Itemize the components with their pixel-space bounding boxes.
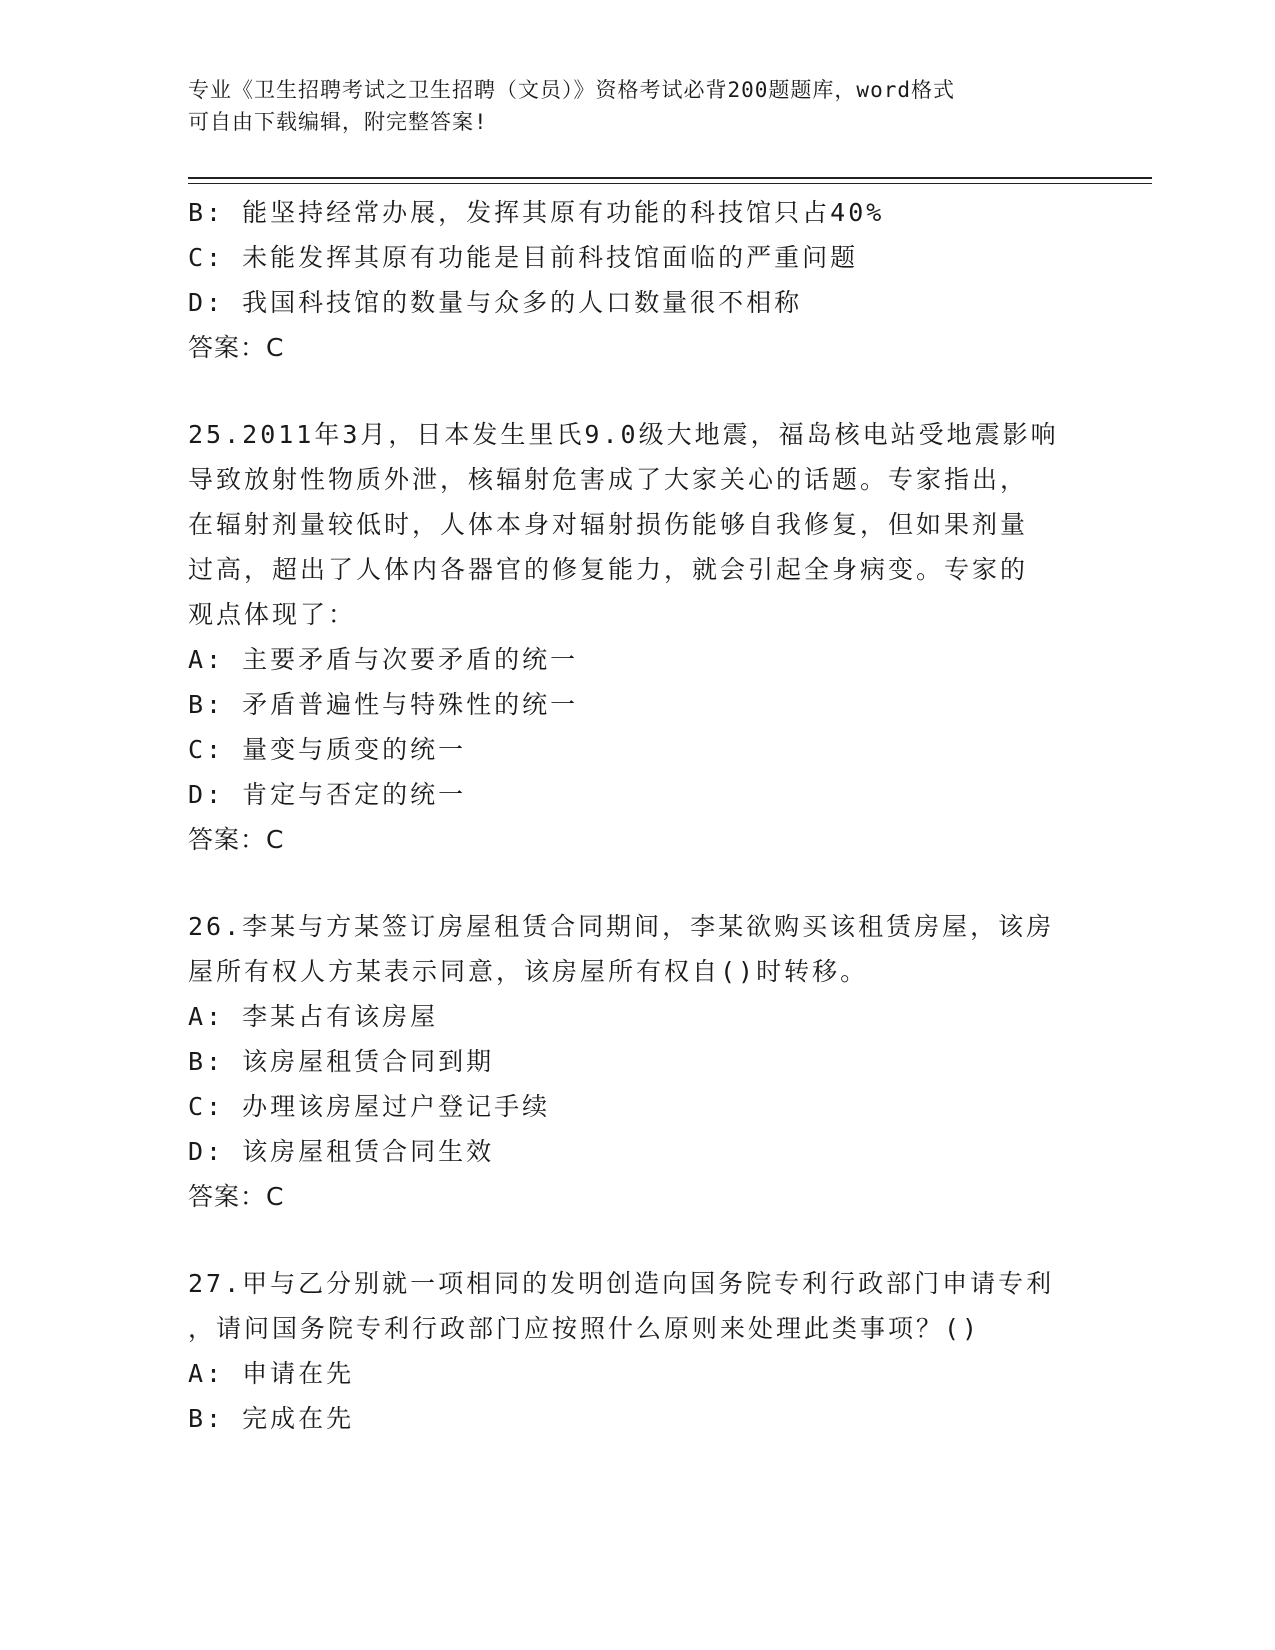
option-a: A: 申请在先 xyxy=(188,1359,355,1388)
answer-label: 答案：C xyxy=(188,825,285,854)
option-c: C: 量变与质变的统一 xyxy=(188,735,467,764)
spacer xyxy=(188,370,1088,412)
question-25 xyxy=(188,412,1088,862)
option-d: D: 肯定与否定的统一 xyxy=(188,780,467,809)
option-b: B: 完成在先 xyxy=(188,1404,355,1433)
question-text xyxy=(188,904,1088,994)
option-c: C: 办理该房屋过户登记手续 xyxy=(188,1092,551,1121)
question-text xyxy=(188,412,1088,637)
question-line: 导致放射性物质外泄，核辐射危害成了大家关心的话题。专家指出， xyxy=(188,465,1029,494)
spacer xyxy=(188,1219,1088,1261)
option-d: D: 该房屋租赁合同生效 xyxy=(188,1137,495,1166)
question-text xyxy=(188,1261,1088,1351)
question-26 xyxy=(188,904,1088,1219)
header-rule-thick xyxy=(188,177,1152,179)
question-line: 屋所有权人方某表示同意，该房屋所有权自()时转移。 xyxy=(188,957,869,986)
question-line: 25.2011年3月，日本发生里氏9.0级大地震，福岛核电站受地震影响 xyxy=(188,420,1059,449)
option-b: B: 矛盾普遍性与特殊性的统一 xyxy=(188,690,579,719)
option-b: B: 该房屋租赁合同到期 xyxy=(188,1047,495,1076)
document-body xyxy=(188,190,1088,1441)
option-b: B: 能坚持经常办展，发挥其原有功能的科技馆只占40% xyxy=(188,198,885,227)
question-27 xyxy=(188,1261,1088,1441)
header-rule-thin xyxy=(188,183,1152,184)
document-header xyxy=(188,74,1088,138)
answer-label: 答案：C xyxy=(188,333,285,362)
option-a: A: 主要矛盾与次要矛盾的统一 xyxy=(188,645,579,674)
option-c: C: 未能发挥其原有功能是目前科技馆面临的严重问题 xyxy=(188,243,859,272)
header-line-1: 专业《卫生招聘考试之卫生招聘（文员）》资格考试必背200题题库，word格式 xyxy=(188,78,955,102)
question-line: 在辐射剂量较低时，人体本身对辐射损伤能够自我修复，但如果剂量 xyxy=(188,510,1029,539)
answer-label: 答案：C xyxy=(188,1182,285,1211)
question-line: 观点体现了： xyxy=(188,600,357,629)
question-line: 26.李某与方某签订房屋租赁合同期间，李某欲购买该租赁房屋，该房 xyxy=(188,912,1055,941)
spacer xyxy=(188,862,1088,904)
question-24-tail xyxy=(188,190,1088,370)
question-line: 27.甲与乙分别就一项相同的发明创造向国务院专利行政部门申请专利 xyxy=(188,1269,1055,1298)
header-line-2: 可自由下载编辑，附完整答案! xyxy=(188,110,488,134)
question-line: ，请问国务院专利行政部门应按照什么原则来处理此类事项？() xyxy=(188,1314,981,1343)
option-a: A: 李某占有该房屋 xyxy=(188,1002,439,1031)
question-line: 过高，超出了人体内各器官的修复能力，就会引起全身病变。专家的 xyxy=(188,555,1029,584)
option-d: D: 我国科技馆的数量与众多的人口数量很不相称 xyxy=(188,288,803,317)
